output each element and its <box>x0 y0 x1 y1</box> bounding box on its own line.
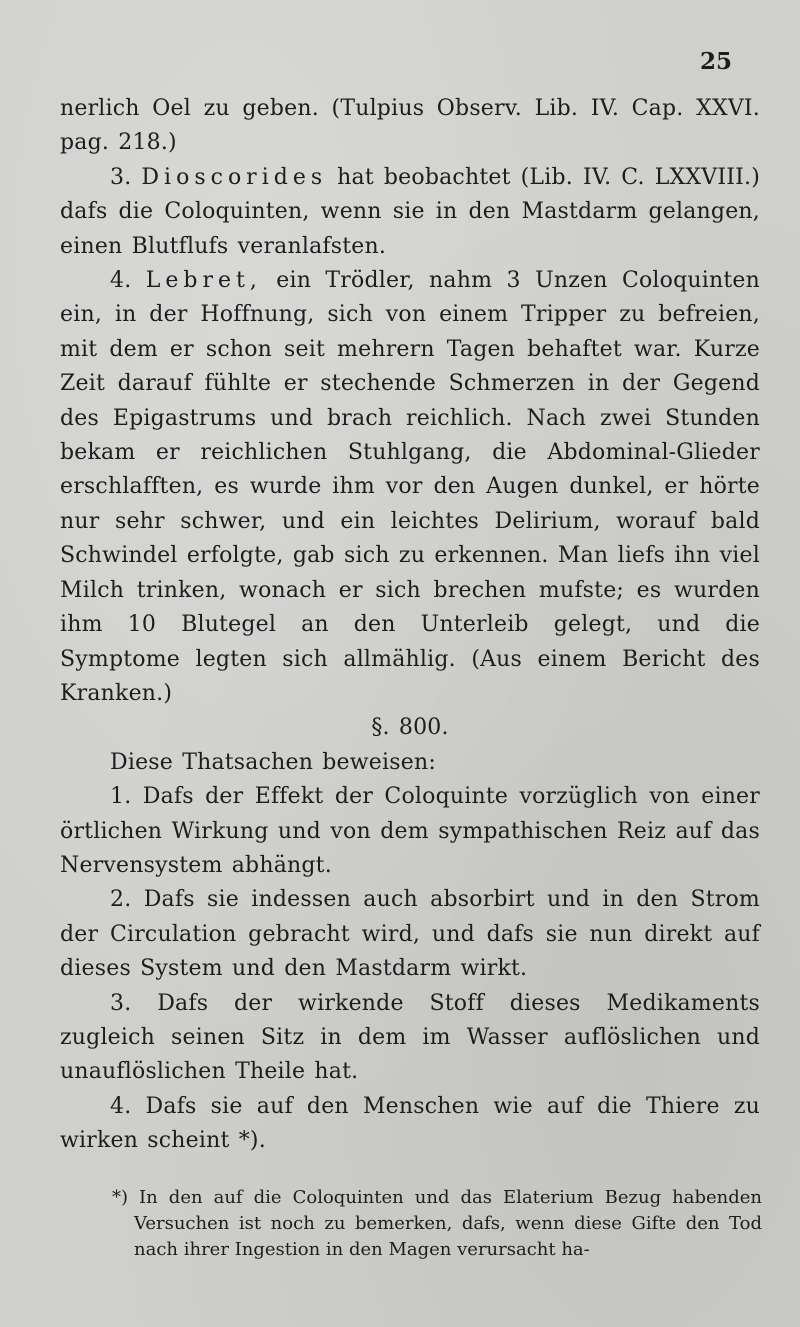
body-text <box>60 92 760 1159</box>
paragraph-point-4: 4. Dafs sie auf den Menschen wie auf die Thiere zu wirken scheint *). <box>60 1093 760 1154</box>
section-heading: §. 800. <box>371 715 449 741</box>
author-name: Lebret, <box>145 268 262 294</box>
paragraph-point-1: 1. Dafs der Effekt der Coloquinte vorzüglich von einer örtlichen Wirkung und von dem sympathischen Reiz auf das Nervensystem abhängt. <box>60 784 760 878</box>
footnote <box>112 1185 762 1263</box>
paragraph-text: hat beobachtet (Lib. IV. C. LXXVIII.) dafs die Coloquinten, wenn sie in den Mastdarm gelangen, einen Blutflufs veranlafsten. <box>60 164 760 259</box>
paragraph-lebret <box>60 264 760 711</box>
paragraph-thatsachen: Diese Thatsachen beweisen: <box>110 749 436 775</box>
item-number: 4. <box>110 268 132 294</box>
paragraph-point-3: 3. Dafs der wirkende Stoff dieses Medikaments zugleich seinen Sitz in dem im Wasser auflöslichen und unauflöslichen Theile hat. <box>60 990 760 1085</box>
paragraph-tulpius: nerlich Oel zu geben. (Tulpius Observ. Lib. IV. Cap. XXVI. pag. 218.) <box>60 96 760 156</box>
author-name: Dioscorides <box>141 164 328 190</box>
paragraph-text: ein Trödler, nahm 3 Unzen Coloquinten ein, in der Hoffnung, sich von einem Tripper zu befreien, mit dem er schon seit mehrern Tagen behaftet war. Kurze Zeit darauf fühlte er stechende Schmerzen in der Gegend des Epigastrums und brach reichlich. Nach zwei Stunden bekam er reichlichen Stuhlgang, die Abdominal-Glieder erschlafften, es wurde ihm vor den Augen dunkel, er hörte nur sehr schwer, und ein leichtes Delirium, worauf bald Schwindel erfolgte, gab sich zu erkennen. Man liefs ihn viel Milch trinken, wonach er sich brechen mufste; es wurden ihm 10 Blutegel an den Unterleib gelegt, und die Symptome legten sich allmählig. (Aus einem Bericht des Kranken.) <box>60 268 760 706</box>
footnote-text: *) In den auf die Coloquinten und das Elaterium Bezug habenden Versuchen ist noch zu bemerken, dafs, wenn diese Gifte den Tod nach ihrer Ingestion in den Magen verursacht ha- <box>112 1187 762 1260</box>
paragraph-point-2: 2. Dafs sie indessen auch absorbirt und in den Strom der Circulation gebracht wird, und dafs sie nun direkt auf dieses System und den Mastdarm wirkt. <box>60 887 760 982</box>
page-number: 25 <box>699 48 732 75</box>
item-number: 3. <box>110 164 132 190</box>
paragraph-dioscorides <box>60 161 760 264</box>
